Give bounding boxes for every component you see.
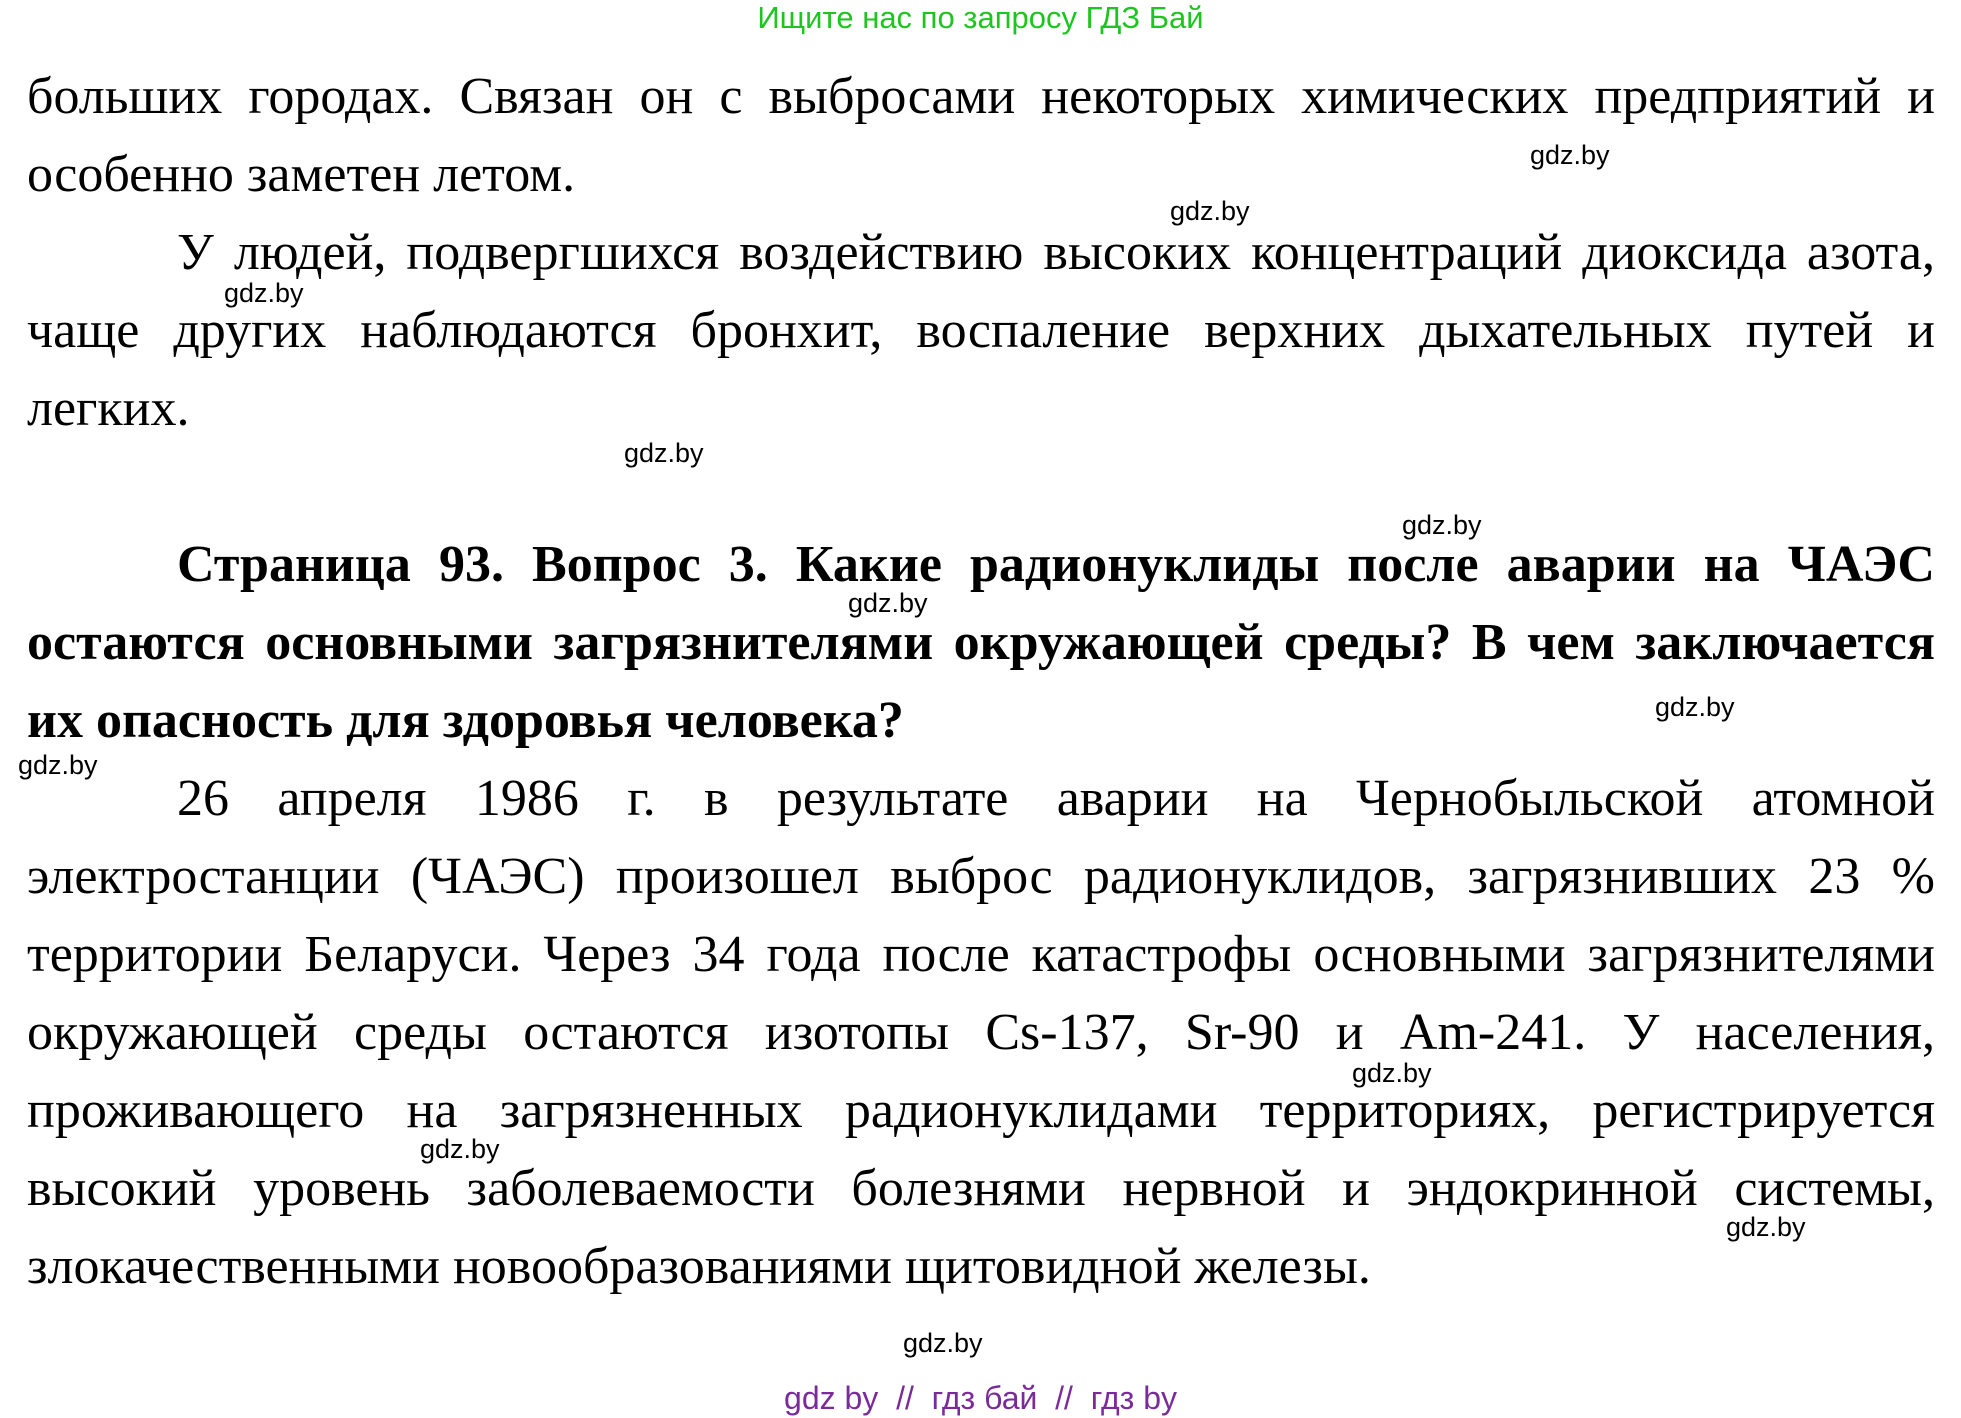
watermark: gdz.by: [848, 588, 928, 618]
watermark: gdz.by: [1726, 1212, 1806, 1242]
watermark: gdz.by: [1655, 692, 1735, 722]
watermark: gdz.by: [624, 438, 704, 468]
bottom-banner: gdz by // гдз бай // гдз by: [784, 1380, 1177, 1416]
paragraph-continuation: больших городах. Связан он с выбросами некоторых химических предприятий и особенно заметен летом.: [27, 68, 1935, 203]
watermark: gdz.by: [1352, 1058, 1432, 1088]
paragraph-chernobyl: 26 апреля 1986 г. в результате аварии на Чернобыльской атомной электростанции (ЧАЭС) произошел выброс радионуклидов, загрязнивших 23 % территории Беларуси. Через 34 года после катастрофы основными загрязнителями окружающей среды остаются изотопы Cs-137, Sr-90 и Am-241. У населения, проживающего на загрязненных радионуклидами территориях, регистрируется высокий уровень заболеваемости болезнями нервной и эндокринной системы, злокачественными новообразованиями щитовидной железы.: [27, 770, 1935, 1295]
watermark: gdz.by: [903, 1328, 983, 1358]
paragraph-nitrogen-dioxide: У людей, подвергшихся воздействию высоких концентраций диоксида азота, чаще других наблюдаются бронхит, воспаление верхних дыхательных путей и легких.: [27, 224, 1935, 437]
watermark: gdz.by: [1402, 510, 1482, 540]
question-heading: Страница 93. Вопрос 3. Какие радионуклиды после аварии на ЧАЭС остаются основными загрязнителями окружающей среды? В чем заключается их опасность для здоровья человека?: [27, 536, 1935, 749]
watermark: gdz.by: [420, 1134, 500, 1164]
watermark: gdz.by: [1530, 140, 1610, 170]
top-banner: Ищите нас по запросу ГДЗ Бай: [757, 0, 1204, 35]
watermark: gdz.by: [224, 278, 304, 308]
watermark: gdz.by: [18, 750, 98, 780]
watermark: gdz.by: [1170, 196, 1250, 226]
